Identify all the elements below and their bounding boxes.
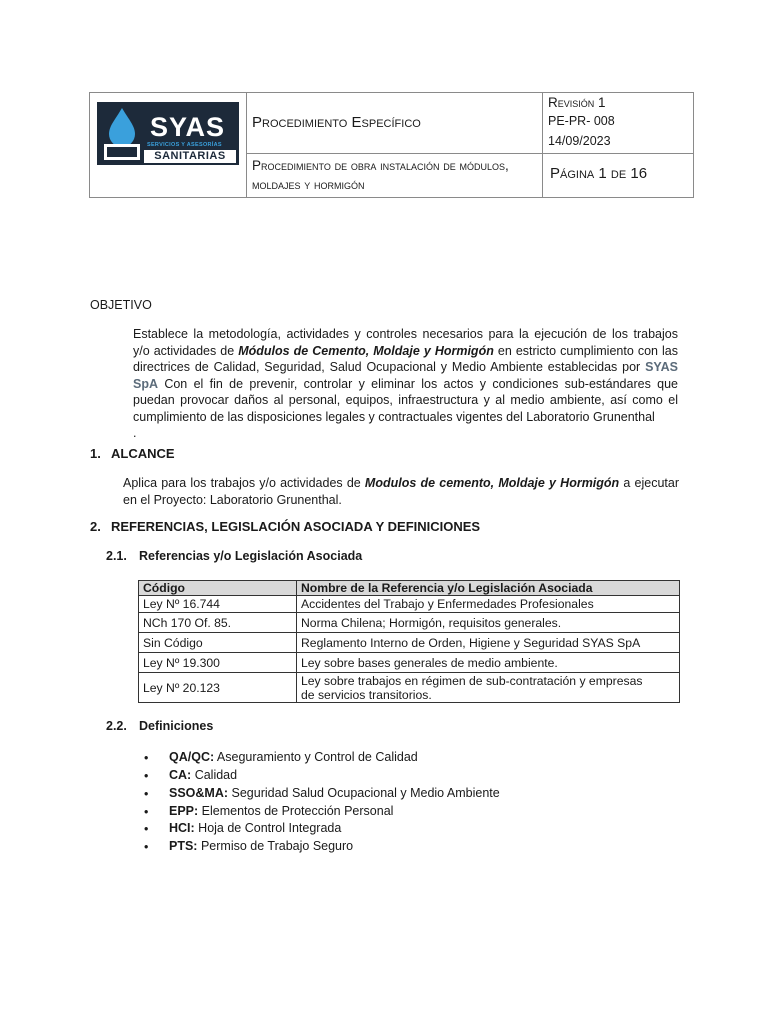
header-code: Código <box>139 581 297 596</box>
definition-desc: Calidad <box>191 768 238 782</box>
definition-desc: Aseguramiento y Control de Calidad <box>214 750 418 764</box>
definition-desc: Elementos de Protección Personal <box>198 804 394 818</box>
doc-type-cell <box>246 93 543 154</box>
definition-desc: Hoja de Control Integrada <box>194 821 342 835</box>
alcance-line-2: en el Proyecto: Laboratorio Grunenthal. <box>123 492 342 507</box>
referencias-heading: REFERENCIAS, LEGISLACIÓN ASOCIADA Y DEFINICIONES <box>111 519 481 534</box>
objetivo-line-3 <box>133 359 678 376</box>
definition-term: HCI: <box>169 821 195 835</box>
logo-word: SYAS <box>150 112 226 142</box>
references-table <box>138 580 680 703</box>
revision: Revisión 1 <box>548 95 606 110</box>
objetivo-line-6: cumplimiento de las disposiciones legales y contractuales vigentes del Laboratorio Grunenthal <box>133 409 655 424</box>
table-row <box>139 633 680 653</box>
alcance-paragraph <box>123 475 679 508</box>
cell-name: Reglamento Interno de Orden, Higiene y Seguridad SYAS SpA <box>297 633 680 653</box>
cell-name: Norma Chilena; Hormigón, requisitos generales. <box>297 613 680 633</box>
objetivo-line-2 <box>133 343 678 360</box>
subsection-2-1-title: Referencias y/o Legislación Asociada <box>139 549 363 563</box>
revision-cell <box>543 93 693 154</box>
text-run: a ejecutar <box>619 476 679 490</box>
text-run: en estricto cumplimiento con las <box>493 343 678 358</box>
definition-item <box>169 839 353 853</box>
doc-title-line2: moldajes y hormigón <box>252 177 365 192</box>
bullet: • <box>144 769 149 783</box>
cell-name: Accidentes del Trabajo y Enfermedades Profesionales <box>297 596 680 613</box>
table-row <box>139 596 680 613</box>
bullet: • <box>144 822 149 836</box>
doc-title-cell <box>246 153 543 197</box>
objetivo-line-7: . <box>133 426 137 440</box>
text-run: y/o actividades de <box>133 343 239 358</box>
definition-item <box>169 821 341 835</box>
definition-item <box>169 804 393 818</box>
subsection-2-2-number: 2.2. <box>106 719 127 733</box>
definition-term: PTS: <box>169 839 198 853</box>
definition-term: QA/QC: <box>169 750 215 764</box>
cell-code: Ley Nº 19.300 <box>139 653 297 673</box>
table-row <box>139 653 680 673</box>
definition-desc: Seguridad Salud Ocupacional y Medio Ambiente <box>228 786 500 800</box>
table-row <box>139 613 680 633</box>
subsection-2-2-title: Definiciones <box>139 719 214 733</box>
alcance-heading: ALCANCE <box>111 446 175 461</box>
page-cell <box>543 153 693 197</box>
bullet: • <box>144 787 149 801</box>
company-logo <box>97 102 239 165</box>
objetivo-line-4 <box>133 376 678 393</box>
page-number: Página 1 de 16 <box>550 165 648 182</box>
definition-item <box>169 768 237 782</box>
text-run: Aplica para los trabajos y/o actividades de <box>123 476 365 490</box>
cell-code: Ley Nº 20.123 <box>139 673 297 703</box>
alcance-line-1 <box>123 475 679 492</box>
doc-type: Procedimiento Específico <box>252 114 421 131</box>
definition-item <box>169 750 418 764</box>
bullet: • <box>144 840 149 854</box>
definition-desc: Permiso de Trabajo Seguro <box>197 839 354 853</box>
logo-band-text: SANITARIAS <box>154 150 226 162</box>
company-name: SYAS <box>645 360 678 374</box>
cell-code: Sin Código <box>139 633 297 653</box>
objetivo-paragraph <box>133 326 678 442</box>
emphasis-run: Módulos de Cemento, Moldaje y Hormigón <box>238 343 494 358</box>
logo-subtitle: SERVICIOS Y ASESORÍAS <box>147 142 222 148</box>
doc-date: 14/09/2023 <box>548 134 611 148</box>
definition-item <box>169 786 500 800</box>
subsection-2-1-number: 2.1. <box>106 549 127 563</box>
alcance-number: 1. <box>90 446 101 461</box>
bullet: • <box>144 805 149 819</box>
document-header <box>89 92 694 198</box>
text-run: Con el fin de prevenir, controlar y eliminar los actos y condiciones sub-estándares que <box>158 376 678 391</box>
definition-term: SSO&MA: <box>169 786 229 800</box>
doc-code: PE-PR- 008 <box>548 114 615 128</box>
cell-code: NCh 170 Of. 85. <box>139 613 297 633</box>
table-header-row <box>139 581 680 596</box>
objetivo-heading: OBJETIVO <box>90 298 152 312</box>
text-run: directrices de Calidad, Seguridad, Salud Ocupacional y Medio Ambiente establecidas por <box>133 360 646 374</box>
cell-code: Ley Nº 16.744 <box>139 596 297 613</box>
referencias-number: 2. <box>90 519 101 534</box>
cell-name: Ley sobre bases generales de medio ambiente. <box>297 653 680 673</box>
water-drop-icon <box>101 106 143 162</box>
cell-name: Ley sobre trabajos en régimen de sub-contratación y empresas de servicios transitorios. <box>297 673 680 703</box>
definition-term: CA: <box>169 768 192 782</box>
table-row <box>139 673 680 703</box>
header-name: Nombre de la Referencia y/o Legislación Asociada <box>297 581 680 596</box>
logo-cell <box>90 93 247 197</box>
objetivo-line-1: Establece la metodología, actividades y controles necesarios para la ejecución de los trabajos <box>133 327 678 341</box>
company-suffix: SpA <box>133 376 158 391</box>
objetivo-line-5: puedan provocar daños al personal, equipos, infraestructura y al medio ambiente, así como el <box>133 393 678 407</box>
doc-title-line1: Procedimiento de obra instalación de módulos, <box>252 158 509 173</box>
definition-term: EPP: <box>169 804 199 818</box>
bullet: • <box>144 751 149 765</box>
emphasis-run: Modulos de cemento, Moldaje y Hormigón <box>364 476 620 490</box>
